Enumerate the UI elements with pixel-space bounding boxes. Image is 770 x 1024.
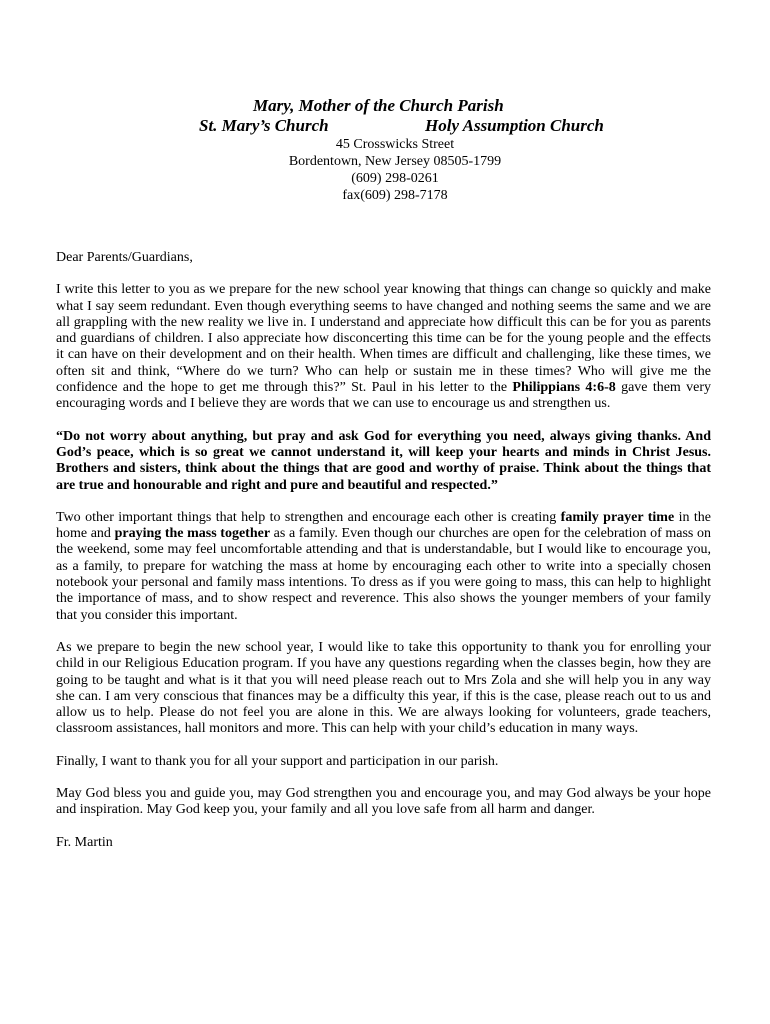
- paragraph-intro: [56, 282, 711, 412]
- scripture-quote: “Do not worry about anything, but pray and ask God for everything you need, always giving thanks. And God’s peace, which is so great we cannot understand it, will keep your hearts and minds in Christ Jesus. Brothers and sisters, think about the things that are good and worthy of praise. Think about the things that are true and honourable and right and pure and beautiful and respected.”: [56, 428, 711, 493]
- greeting: Dear Parents/Guardians,: [56, 250, 193, 265]
- paragraph-family-prayer: [56, 510, 711, 624]
- scripture-reference: Philippians 4:6-8: [512, 380, 616, 396]
- church-right-name: Holy Assumption Church: [425, 116, 604, 135]
- church-names: [0, 116, 770, 136]
- letterhead: [0, 96, 770, 204]
- fax-number: fax(609) 298-7178: [342, 188, 448, 203]
- address-street: 45 Crosswicks Street: [335, 137, 455, 152]
- paragraph-family-text-a: Two other important things that help to strengthen and encourage each other is creating: [56, 509, 561, 525]
- signature: Fr. Martin: [56, 834, 113, 850]
- letter-body: [56, 250, 711, 867]
- phone-number: (609) 298-0261: [351, 171, 439, 186]
- paragraph-school-year: As we prepare to begin the new school year, I would like to take this opportunity to thank you for enrolling your child in our Religious Education program. If you have any questions regarding when the classes begin, how they are going to be taught and what is it that you will need please reach out to Mrs Zola and she will help you in any way she can. I am very conscious that finances may be a difficulty this year, if this is the case, please reach out to us and allow us to help. Please do not feel you are alone in this. We are always looking for volunteers, grade teachers, classroom assistances, hall monitors and more. This can help with your child’s education in many ways.: [56, 639, 711, 737]
- paragraph-thanks: Finally, I want to thank you for all your support and participation in our parish.: [56, 753, 499, 769]
- paragraph-blessing: May God bless you and guide you, may God strengthen you and encourage you, and may God always be your hope and inspiration. May God keep you, your family and all you love safe from all harm and danger.: [56, 786, 711, 818]
- family-prayer-emphasis: family prayer time: [560, 509, 675, 525]
- address-city: Bordentown, New Jersey 08505-1799: [288, 154, 502, 169]
- paragraph-family-text-b: in the home and: [56, 509, 711, 542]
- praying-mass-emphasis: praying the mass together: [114, 526, 271, 542]
- parish-name: Mary, Mother of the Church Parish: [253, 96, 504, 115]
- church-left-name: St. Mary’s Church: [199, 116, 329, 135]
- paragraph-family-text-c: as a family. Even though our churches are open for the celebration of mass on the weekend, some may feel uncomfortable attending and that is understandable, but I would like to encourage you, as a family, to prepare for watching the mass at home by encouraging each other to write into a specially chosen notebook your personal and family mass intentions. To dress as if you were going to mass, this can help to highlight the importance of mass, and to show respect and reverence. This also shows the younger members of your family that you consider this important.: [56, 526, 711, 623]
- paragraph-intro-text-b: gave them very encouraging words and I believe they are words that we can use to encourage us and strengthen us.: [56, 380, 712, 412]
- paragraph-intro-text-a: I write this letter to you as we prepare for the new school year knowing that things can change so quickly and make what I say seem redundant. Even though everything seems to have changed and nothing seems the same and we are all grappling with the new reality we live in. I understand and appreciate how difficult this can be for you as parents and guardians of children. I also appreciate how disconcerting this time can be for the young people and the effects it can have on their development and on their health. When times are difficult and challenging, like these times, we often sit and think, “Where do we turn? Who can help or sustain me in these times? Who will give me the confidence and the hope to get me through this?” St. Paul in his letter to the: [56, 282, 711, 396]
